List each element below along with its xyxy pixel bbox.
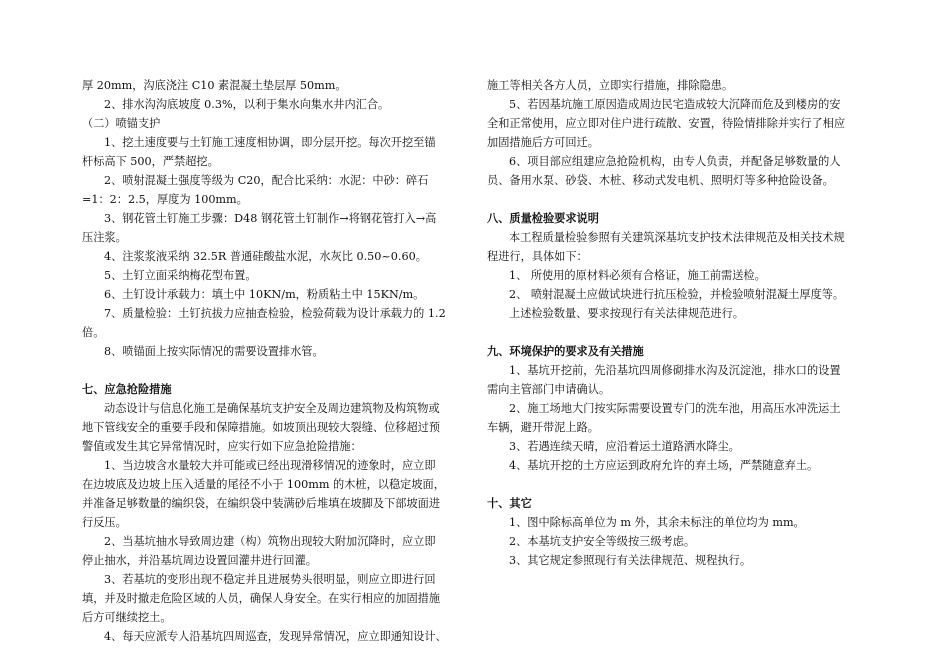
text-line: 5、土钉立面采纳梅花型布置。 (104, 269, 257, 282)
text-line: 上述检验数量、要求按现行有关法律规范进行。 (509, 307, 744, 320)
text-line: 本工程质量检验参照有关建筑深基坑支护技术法律规范及相关技术规 (509, 231, 845, 244)
text-line: 行反压。 (82, 516, 127, 529)
text-line: 6、项目部应组建应急抢险机构，由专人负责，并配备足够数量的人 (509, 155, 841, 168)
text-line: 3、其它规定参照现行有关法律规范、规程执行。 (509, 554, 752, 567)
left-column (82, 76, 492, 646)
text-line: 车辆，避开带泥上路。 (487, 421, 599, 434)
text-line: （二）喷锚支护 (82, 117, 161, 130)
text-line: 警值或发生其它异常情况时，应实行如下应急抢险措施： (82, 440, 362, 453)
text-line: 6、土钉设计承载力：填土中 10KN/m，粉质粘土中 15KN/m。 (104, 288, 425, 301)
section-heading: 八、质量检验要求说明 (487, 211, 599, 225)
text-line: 全和正常使用，应立即对住户进行疏散、安置，待险情排除并实行了相应 (487, 117, 846, 130)
text-line: 2、施工场地大门按实际需要设置专门的洗车池，用高压水冲洗运土 (509, 402, 841, 415)
section-heading: 七、应急抢险措施 (82, 382, 172, 396)
text-line: 7、质量检验：土钉抗拔力应抽查检验，检验荷载为设计承载力的 1.2 (104, 307, 446, 320)
text-line: 1、挖土速度要与土钉施工速度相协调，即分层开挖。每次开挖至锚 (104, 136, 436, 149)
text-line: 1、当边坡含水量较大并可能或已经出现滑移情况的迹象时，应立即 (104, 459, 436, 472)
right-column (487, 76, 907, 570)
section-heading: 九、环境保护的要求及有关措施 (487, 344, 644, 358)
text-line: 填，并及时撤走危险区域的人员，确保人身安全。在实行相应的加固措施 (82, 592, 441, 605)
paragraph-gap (487, 475, 907, 494)
text-line: 员、备用水泵、砂袋、木桩、移动式发电机、照明灯等多种抢险设备。 (487, 174, 834, 187)
section-heading: 十、其它 (487, 496, 532, 510)
text-line: 4、基坑开挖的土方应运到政府允许的弃土场，严禁随意弃土。 (509, 459, 819, 472)
text-line: 程进行，具体如下： (487, 250, 588, 263)
paragraph-gap (82, 361, 492, 380)
paragraph-gap (487, 323, 907, 342)
text-line: 4、每天应派专人沿基坑四周巡查，发现异常情况，应立即通知设计、 (104, 630, 447, 643)
text-line: 5、若因基坑施工原因造成周边民宅造成较大沉降而危及到楼房的安 (509, 98, 841, 111)
text-line: 3、钢花管土钉施工步骤：D48 钢花管土钉制作→将钢花管打入→高 (104, 212, 437, 225)
text-line: 加固措施后方可回迁。 (487, 136, 599, 149)
text-line: 地下管线安全的重要手段和保障措施。如坡顶出现较大裂缝、位移超过预 (82, 421, 441, 434)
text-line: 3、若基坑的变形出现不稳定并且进展势头很明显，则应立即进行回 (104, 573, 436, 586)
text-line: 2、当基坑抽水导致周边建（构）筑物出现较大附加沉降时，应立即 (104, 535, 436, 548)
text-line: 2、 喷射混凝土应做试块进行抗压检验，并检验喷射混凝土厚度等。 (509, 288, 845, 301)
text-line: 1、图中除标高单位为 m 外，其余未标注的单位均为 mm。 (509, 516, 805, 529)
text-line: 倍。 (82, 326, 105, 339)
text-line: 厚 20mm，沟底浇注 C10 素混凝土垫层厚 50mm。 (82, 79, 347, 92)
text-line: 1、基坑开挖前，先沿基坑四周修砌排水沟及沉淀池，排水口的设置 (509, 364, 841, 377)
text-line: 2、喷射混凝土强度等级为 C20，配合比采纳：水泥：中砂：碎石 (104, 174, 429, 187)
text-line: 杆标高下 500，严禁超挖。 (82, 155, 219, 168)
text-line: 2、本基坑支护安全等级按三级考虑。 (509, 535, 696, 548)
text-line: 后方可继续挖土。 (82, 611, 172, 624)
paragraph-gap (487, 190, 907, 209)
text-line: 并准备足够数量的编织袋，在编织袋中装满砂后堆填在坡脚及下部坡面进 (82, 497, 441, 510)
text-line: 1、 所使用的原材料必须有合格证，施工前需送检。 (509, 269, 766, 282)
text-line: 在边坡底及边坡上压入适量的尾径不小于 100mm 的木桩，以稳定坡面， (82, 478, 445, 491)
text-line: 需向主管部门申请确认。 (487, 383, 611, 396)
text-line: 施工等相关各方人员，立即实行措施，排除隐患。 (487, 79, 734, 92)
text-line: 2、排水沟沟底坡度 0.3%，以利于集水向集水井内汇合。 (104, 98, 390, 111)
text-line: =1：2：2.5，厚度为 100mm。 (82, 193, 248, 206)
text-line: 4、注浆浆液采纳 32.5R 普通硅酸盐水泥，水灰比 0.50~0.60。 (104, 250, 427, 263)
text-line: 压注浆。 (82, 231, 127, 244)
text-line: 停止抽水，并沿基坑周边设置回灌井进行回灌。 (82, 554, 317, 567)
text-line: 8、喷锚面上按实际情况的需要设置排水管。 (104, 345, 324, 358)
text-line: 3、若遇连续天晴，应沿着运土道路洒水降尘。 (509, 440, 740, 453)
text-line: 动态设计与信息化施工是确保基坑支护安全及周边建筑物及构筑物或 (104, 402, 440, 415)
